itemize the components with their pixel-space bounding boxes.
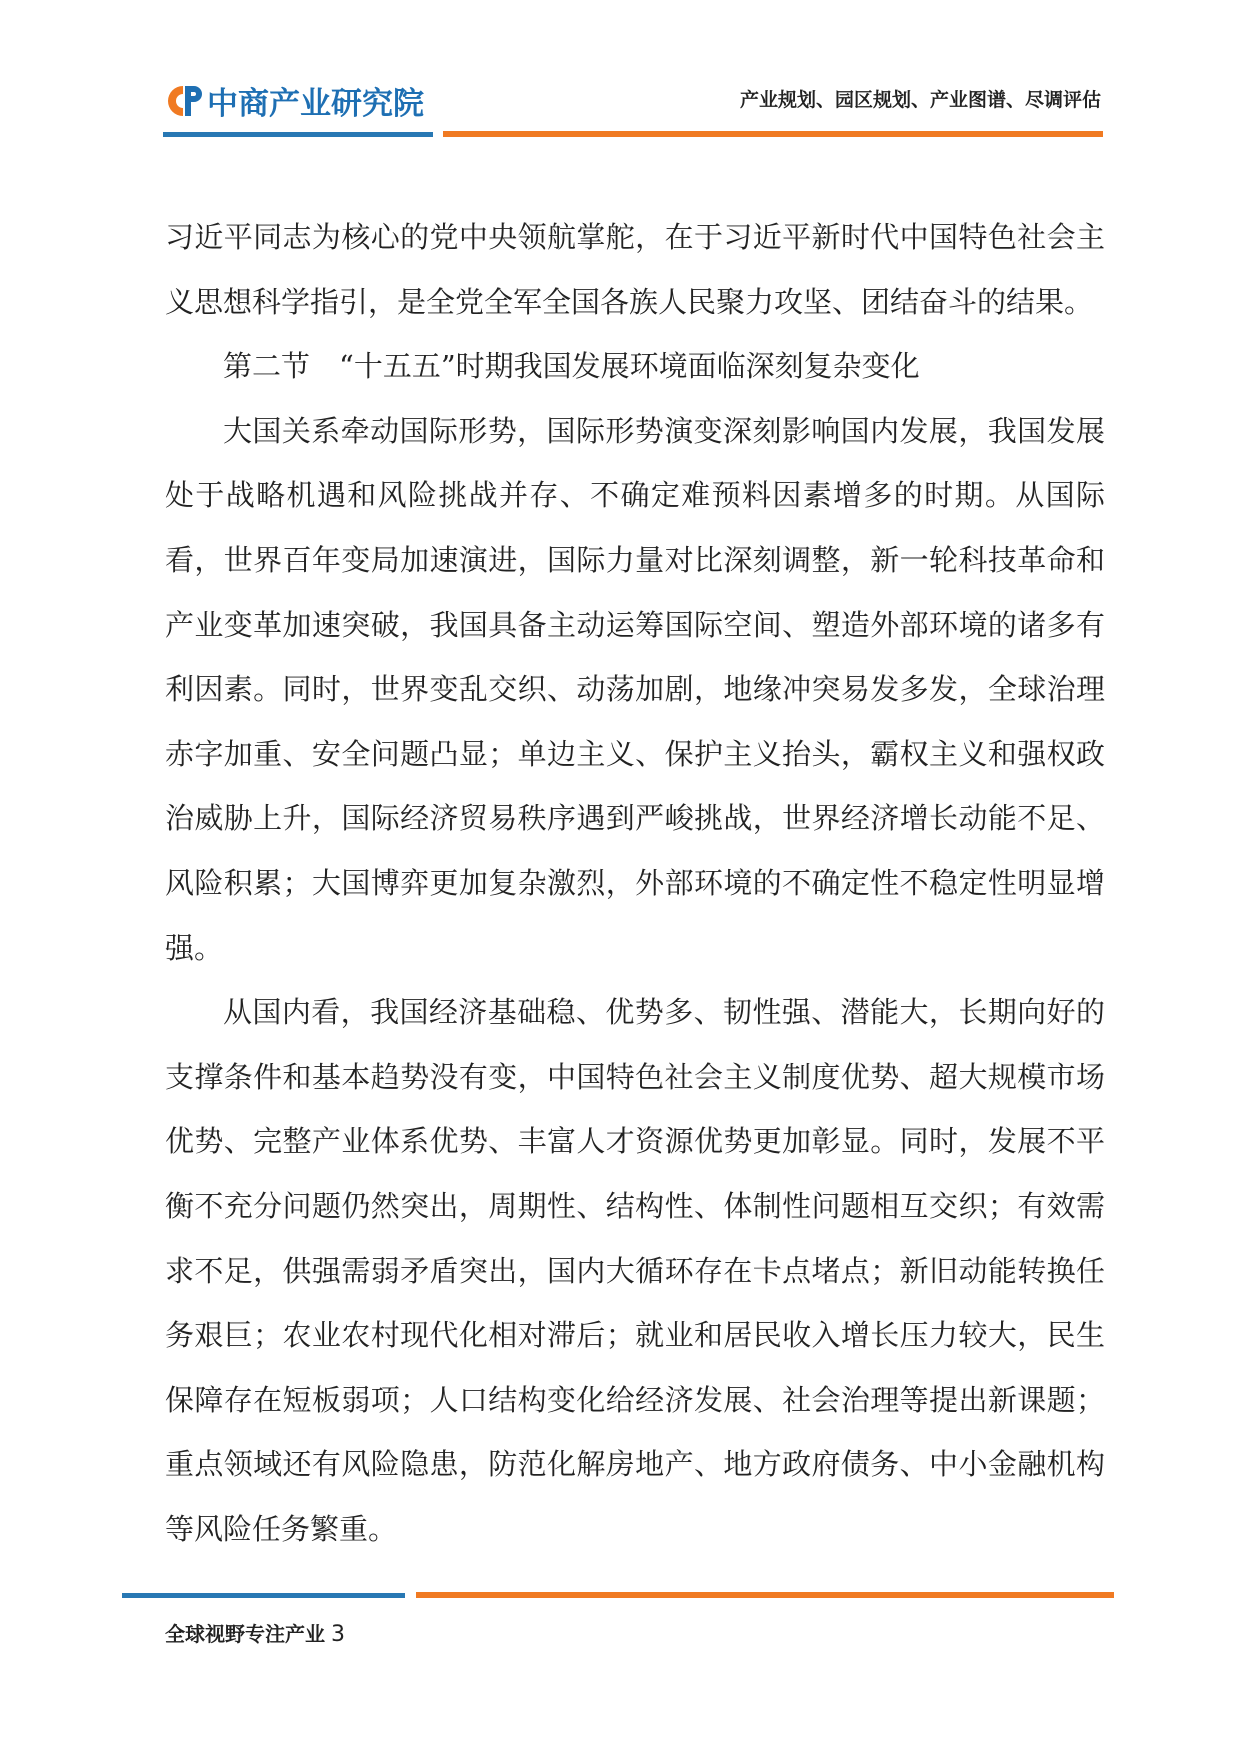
footer-rule-blue	[122, 1593, 405, 1598]
section-heading: 第二节 “十五五”时期我国发展环境面临深刻复杂变化	[223, 349, 920, 384]
paragraph-international: 大国关系牵动国际形势，国际形势演变深刻影响国内发展，我国发展处于战略机遇和风险挑战并存、不确定难预料因素增多的时期。从国际看，世界百年变局加速演进，国际力量对比深刻调整，新一轮科技革命和产业变革加速突破，我国具备主动运筹国际空间、塑造外部环境的诸多有利因素。同时，世界变乱交织、动荡加剧，地缘冲突易发多发，全球治理赤字加重、安全问题凸显；单边主义、保护主义抬头，霸权主义和强权政治威胁上升，国际经济贸易秩序遇到严峻挑战，世界经济增长动能不足、风险积累；大国博弈更加复杂激烈，外部环境的不确定性不稳定性明显增强。	[165, 413, 1105, 965]
cp-logo-icon	[163, 83, 203, 119]
footer-tagline: 全球视野专注产业	[165, 1622, 325, 1646]
header-rule-orange	[443, 131, 1103, 137]
page-number: 3	[331, 1622, 345, 1647]
footer-rule-orange	[416, 1592, 1114, 1598]
company-logo	[163, 78, 424, 123]
document-body	[165, 205, 1105, 1561]
header-slogan: 产业规划、园区规划、产业图谱、尽调评估	[739, 89, 1101, 111]
paragraph-domestic: 从国内看，我国经济基础稳、优势多、韧性强、潜能大，长期向好的支撑条件和基本趋势没有变，中国特色社会主义制度优势、超大规模市场优势、完整产业体系优势、丰富人才资源优势更加彰显。同时，发展不平衡不充分问题仍然突出，周期性、结构性、体制性问题相互交织；有效需求不足，供强需弱矛盾突出，国内大循环存在卡点堵点；新旧动能转换任务艰巨；农业农村现代化相对滞后；就业和居民收入增长压力较大，民生保障存在短板弱项；人口结构变化给经济发展、社会治理等提出新课题；重点领域还有风险隐患，防范化解房地产、地方政府债务、中小金融机构等风险任务繁重。	[165, 995, 1105, 1546]
page-header	[0, 0, 1239, 150]
paragraph-continuation: 习近平同志为核心的党中央领航掌舵，在于习近平新时代中国特色社会主义思想科学指引，是全党全军全国各族人民聚力攻坚、团结奋斗的结果。	[165, 220, 1105, 319]
header-rule-blue	[163, 132, 433, 137]
page-footer	[165, 1618, 345, 1647]
logo-text: 中商产业研究院	[207, 86, 424, 122]
